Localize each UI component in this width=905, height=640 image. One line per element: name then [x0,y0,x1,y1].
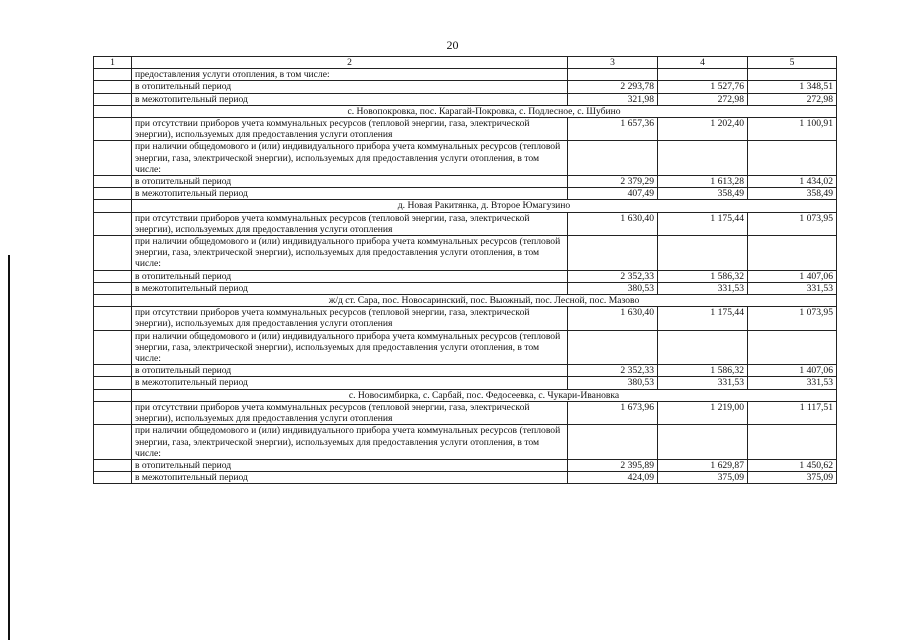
table-row [94,176,837,188]
value-cell: 1 673,96 [568,401,658,424]
value-cell: 1 348,51 [748,81,837,93]
row-label: в отопительный период [132,459,568,471]
blank-cell [94,188,132,200]
value-cell: 1 629,87 [658,459,748,471]
value-cell: 380,53 [568,377,658,389]
location-row [94,295,837,307]
blank-cell [658,141,748,176]
blank-cell [94,81,132,93]
row-label: при наличии общедомового и (или) индивидуального прибора учета коммунальных ресурсов (тепловой энергии, газа, электрической энергии), используемых для предоставления услуги отопления, в том числе: [132,330,568,365]
row-label: предоставления услуги отопления, в том числе: [132,69,568,81]
row-label: при отсутствии приборов учета коммунальных ресурсов (тепловой энергии, газа, электрической энергии), используемых для предоставления услуги отопления [132,212,568,235]
value-cell: 321,98 [568,93,658,105]
location-row [94,200,837,212]
value-cell: 375,09 [658,472,748,484]
blank-cell [94,200,132,212]
value-cell: 1 073,95 [748,212,837,235]
blank-cell [94,270,132,282]
location-row [94,105,837,117]
table-row [94,81,837,93]
value-cell: 407,49 [568,188,658,200]
value-cell: 272,98 [658,93,748,105]
table-row [94,69,837,81]
value-cell: 375,09 [748,472,837,484]
blank-cell [94,212,132,235]
blank-cell [748,69,837,81]
table-row [94,118,837,141]
row-label: в отопительный период [132,81,568,93]
table-row [94,93,837,105]
value-cell: 331,53 [748,377,837,389]
table-row [94,212,837,235]
value-cell: 2 395,89 [568,459,658,471]
value-cell: 1 407,06 [748,365,837,377]
value-cell: 2 352,33 [568,270,658,282]
location-name: ж/д ст. Сара, пос. Новосаринский, пос. Выожный, пос. Лесной, пос. Мазово [132,295,837,307]
value-cell: 331,53 [658,377,748,389]
row-label: в межотопительный период [132,93,568,105]
column-header: 5 [748,57,837,69]
row-label: при наличии общедомового и (или) индивидуального прибора учета коммунальных ресурсов (тепловой энергии, газа, электрической энергии), используемых для предоставления услуги отопления, в том числе: [132,425,568,460]
blank-cell [94,401,132,424]
blank-cell [94,472,132,484]
tariff-table [93,56,837,484]
table-row [94,365,837,377]
row-label: в межотопительный период [132,188,568,200]
value-cell: 358,49 [658,188,748,200]
value-cell: 1 586,32 [658,365,748,377]
value-cell: 1 073,95 [748,307,837,330]
row-label: в отопительный период [132,365,568,377]
blank-cell [748,236,837,271]
value-cell: 331,53 [658,282,748,294]
location-name: с. Новосимбирка, с. Сарбай, пос. Федосеевка, с. Чукари-Ивановка [132,389,837,401]
blank-cell [658,236,748,271]
table-row [94,270,837,282]
blank-cell [94,282,132,294]
blank-cell [658,425,748,460]
value-cell: 1 202,40 [658,118,748,141]
table-row [94,188,837,200]
table-row [94,377,837,389]
table-row [94,425,837,460]
value-cell: 1 175,44 [658,307,748,330]
row-label: при отсутствии приборов учета коммунальных ресурсов (тепловой энергии, газа, электрической энергии), используемых для предоставления услуги отопления [132,401,568,424]
table-row [94,330,837,365]
blank-cell [94,459,132,471]
value-cell: 1 527,76 [658,81,748,93]
blank-cell [94,295,132,307]
row-label: в межотопительный период [132,377,568,389]
location-name: с. Новопокровка, пос. Карагай-Покровка, с. Подлесное, с. Шубино [132,105,837,117]
blank-cell [658,330,748,365]
blank-cell [94,141,132,176]
blank-cell [94,118,132,141]
value-cell: 424,09 [568,472,658,484]
blank-cell [748,141,837,176]
value-cell: 1 175,44 [658,212,748,235]
row-label: в отопительный период [132,270,568,282]
value-cell: 1 630,40 [568,212,658,235]
value-cell: 1 407,06 [748,270,837,282]
scan-edge-bar [8,255,10,640]
column-header: 3 [568,57,658,69]
blank-cell [94,176,132,188]
blank-cell [94,425,132,460]
value-cell: 1 117,51 [748,401,837,424]
column-header: 4 [658,57,748,69]
value-cell: 1 586,32 [658,270,748,282]
table-row [94,282,837,294]
blank-cell [94,93,132,105]
value-cell: 272,98 [748,93,837,105]
column-header: 2 [132,57,568,69]
value-cell: 2 293,78 [568,81,658,93]
value-cell: 358,49 [748,188,837,200]
value-cell: 1 630,40 [568,307,658,330]
table-row [94,236,837,271]
row-label: при наличии общедомового и (или) индивидуального прибора учета коммунальных ресурсов (тепловой энергии, газа, электрической энергии), используемых для предоставления услуги отопления, в том числе: [132,141,568,176]
column-header-row [94,57,837,69]
blank-cell [94,307,132,330]
location-row [94,389,837,401]
blank-cell [568,141,658,176]
value-cell: 380,53 [568,282,658,294]
value-cell: 2 379,29 [568,176,658,188]
blank-cell [568,330,658,365]
row-label: в отопительный период [132,176,568,188]
row-label: при отсутствии приборов учета коммунальных ресурсов (тепловой энергии, газа, электрической энергии), используемых для предоставления услуги отопления [132,118,568,141]
blank-cell [94,69,132,81]
table-row [94,472,837,484]
table-row [94,141,837,176]
value-cell: 1 450,62 [748,459,837,471]
row-label: при наличии общедомового и (или) индивидуального прибора учета коммунальных ресурсов (тепловой энергии, газа, электрической энергии), используемых для предоставления услуги отопления, в том числе: [132,236,568,271]
table-row [94,459,837,471]
value-cell: 2 352,33 [568,365,658,377]
value-cell: 1 100,91 [748,118,837,141]
blank-cell [94,389,132,401]
row-label: при отсутствии приборов учета коммунальных ресурсов (тепловой энергии, газа, электрической энергии), используемых для предоставления услуги отопления [132,307,568,330]
blank-cell [568,69,658,81]
blank-cell [94,330,132,365]
blank-cell [94,365,132,377]
blank-cell [748,330,837,365]
blank-cell [658,69,748,81]
blank-cell [568,425,658,460]
value-cell: 1 657,36 [568,118,658,141]
row-label: в межотопительный период [132,472,568,484]
value-cell: 1 613,28 [658,176,748,188]
blank-cell [748,425,837,460]
value-cell: 331,53 [748,282,837,294]
page-number: 20 [446,38,459,52]
blank-cell [94,377,132,389]
column-header: 1 [94,57,132,69]
blank-cell [94,105,132,117]
blank-cell [94,236,132,271]
value-cell: 1 219,00 [658,401,748,424]
row-label: в межотопительный период [132,282,568,294]
blank-cell [568,236,658,271]
location-name: д. Новая Ракитянка, д. Второе Юмагузино [132,200,837,212]
tariff-table-body [94,57,837,484]
value-cell: 1 434,02 [748,176,837,188]
table-row [94,401,837,424]
table-row [94,307,837,330]
